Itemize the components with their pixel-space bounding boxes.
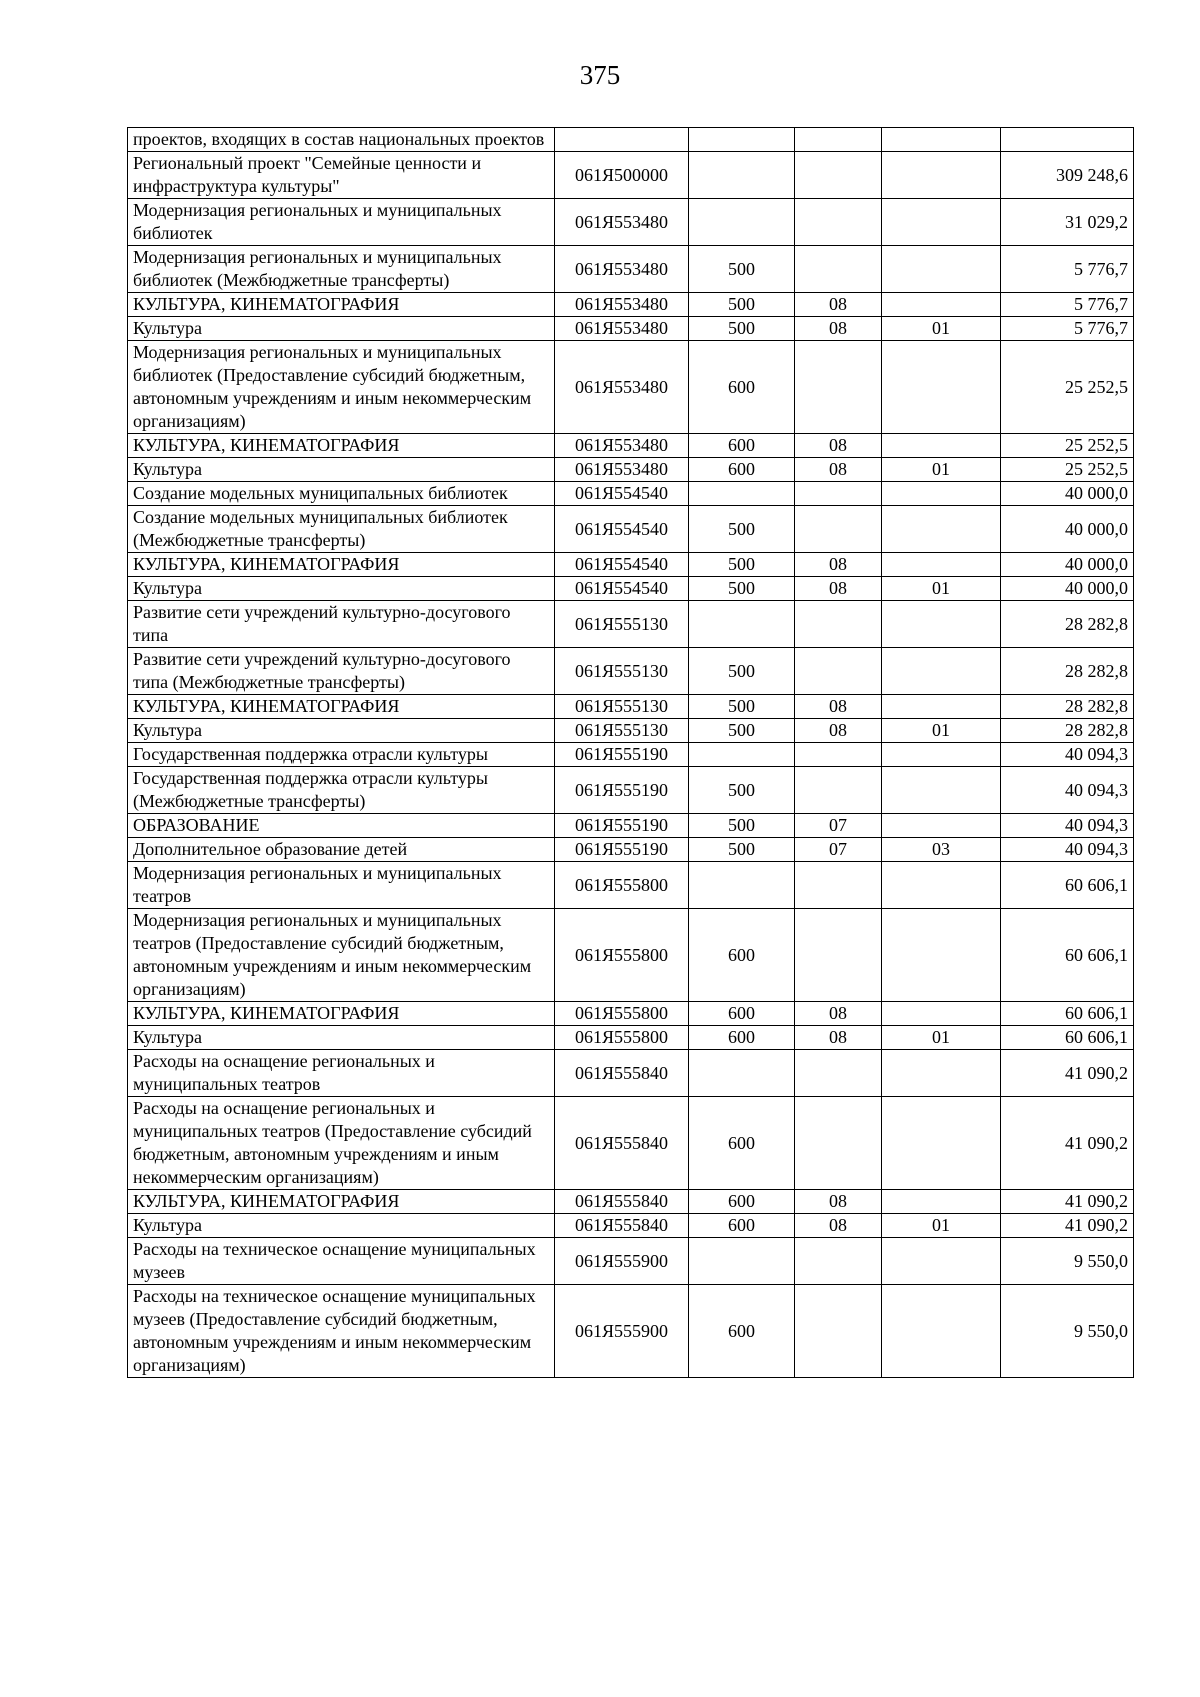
- expense-type-cell: [689, 862, 795, 909]
- section-cell: [795, 862, 882, 909]
- expense-type-cell: 600: [689, 909, 795, 1002]
- subsection-cell: [882, 767, 1001, 814]
- table-row: [128, 767, 1134, 814]
- target-code-cell: 061Я555190: [555, 814, 689, 838]
- table-row: [128, 199, 1134, 246]
- expense-type-cell: 500: [689, 246, 795, 293]
- row-name-cell: Расходы на оснащение региональных и муниципальных театров (Предоставление субсидий бюджетным, автономным учреждениям и иным некоммерческим организациям): [128, 1097, 555, 1190]
- table-row: [128, 317, 1134, 341]
- section-cell: [795, 648, 882, 695]
- amount-cell: [1001, 128, 1134, 152]
- row-name-cell: проектов, входящих в состав национальных проектов: [128, 128, 555, 152]
- table-row: [128, 862, 1134, 909]
- section-cell: [795, 767, 882, 814]
- table-row: [128, 838, 1134, 862]
- expense-type-cell: 500: [689, 814, 795, 838]
- subsection-cell: 03: [882, 838, 1001, 862]
- section-cell: 08: [795, 317, 882, 341]
- target-code-cell: 061Я553480: [555, 293, 689, 317]
- subsection-cell: [882, 862, 1001, 909]
- section-cell: [795, 909, 882, 1002]
- target-code-cell: 061Я555800: [555, 1002, 689, 1026]
- amount-cell: 41 090,2: [1001, 1097, 1134, 1190]
- row-name-cell: Культура: [128, 719, 555, 743]
- expense-type-cell: [689, 601, 795, 648]
- amount-cell: 60 606,1: [1001, 862, 1134, 909]
- target-code-cell: [555, 128, 689, 152]
- subsection-cell: 01: [882, 577, 1001, 601]
- target-code-cell: 061Я553480: [555, 246, 689, 293]
- row-name-cell: Создание модельных муниципальных библиотек (Межбюджетные трансферты): [128, 506, 555, 553]
- target-code-cell: 061Я553480: [555, 434, 689, 458]
- row-name-cell: Расходы на оснащение региональных и муниципальных театров: [128, 1050, 555, 1097]
- section-cell: 08: [795, 1190, 882, 1214]
- target-code-cell: 061Я555130: [555, 719, 689, 743]
- target-code-cell: 061Я555130: [555, 695, 689, 719]
- table-row: [128, 152, 1134, 199]
- table-row: [128, 553, 1134, 577]
- section-cell: 08: [795, 1002, 882, 1026]
- row-name-cell: Государственная поддержка отрасли культуры (Межбюджетные трансферты): [128, 767, 555, 814]
- target-code-cell: 061Я555840: [555, 1190, 689, 1214]
- amount-cell: 41 090,2: [1001, 1190, 1134, 1214]
- row-name-cell: КУЛЬТУРА, КИНЕМАТОГРАФИЯ: [128, 434, 555, 458]
- section-cell: 08: [795, 695, 882, 719]
- row-name-cell: Создание модельных муниципальных библиотек: [128, 482, 555, 506]
- row-name-cell: Дополнительное образование детей: [128, 838, 555, 862]
- subsection-cell: [882, 506, 1001, 553]
- section-cell: [795, 482, 882, 506]
- target-code-cell: 061Я555900: [555, 1285, 689, 1378]
- section-cell: [795, 199, 882, 246]
- expense-type-cell: 500: [689, 317, 795, 341]
- target-code-cell: 061Я555840: [555, 1214, 689, 1238]
- table-row: [128, 246, 1134, 293]
- subsection-cell: 01: [882, 1026, 1001, 1050]
- subsection-cell: [882, 199, 1001, 246]
- amount-cell: 25 252,5: [1001, 434, 1134, 458]
- table-row: [128, 341, 1134, 434]
- target-code-cell: 061Я555900: [555, 1238, 689, 1285]
- expense-type-cell: 500: [689, 293, 795, 317]
- expense-type-cell: 500: [689, 577, 795, 601]
- expense-type-cell: 600: [689, 434, 795, 458]
- expense-type-cell: 600: [689, 458, 795, 482]
- amount-cell: 40 094,3: [1001, 767, 1134, 814]
- target-code-cell: 061Я555190: [555, 838, 689, 862]
- section-cell: 08: [795, 577, 882, 601]
- table-row: [128, 506, 1134, 553]
- amount-cell: 9 550,0: [1001, 1238, 1134, 1285]
- subsection-cell: [882, 1002, 1001, 1026]
- section-cell: [795, 1097, 882, 1190]
- table-row: [128, 128, 1134, 152]
- target-code-cell: 061Я555840: [555, 1097, 689, 1190]
- table-row: [128, 743, 1134, 767]
- amount-cell: 5 776,7: [1001, 293, 1134, 317]
- amount-cell: 60 606,1: [1001, 1026, 1134, 1050]
- table-row: [128, 909, 1134, 1002]
- expense-type-cell: 600: [689, 1026, 795, 1050]
- amount-cell: 41 090,2: [1001, 1050, 1134, 1097]
- subsection-cell: [882, 909, 1001, 1002]
- row-name-cell: Культура: [128, 317, 555, 341]
- table-row: [128, 695, 1134, 719]
- row-name-cell: КУЛЬТУРА, КИНЕМАТОГРАФИЯ: [128, 1190, 555, 1214]
- section-cell: [795, 1285, 882, 1378]
- section-cell: 08: [795, 719, 882, 743]
- section-cell: [795, 1050, 882, 1097]
- section-cell: [795, 341, 882, 434]
- amount-cell: 309 248,6: [1001, 152, 1134, 199]
- amount-cell: 41 090,2: [1001, 1214, 1134, 1238]
- row-name-cell: Культура: [128, 1214, 555, 1238]
- table-row: [128, 1002, 1134, 1026]
- target-code-cell: 061Я555190: [555, 767, 689, 814]
- section-cell: [795, 152, 882, 199]
- section-cell: [795, 1238, 882, 1285]
- section-cell: 08: [795, 293, 882, 317]
- subsection-cell: [882, 1285, 1001, 1378]
- amount-cell: 40 000,0: [1001, 553, 1134, 577]
- target-code-cell: 061Я555800: [555, 1026, 689, 1050]
- budget-table: [127, 127, 1134, 1378]
- subsection-cell: [882, 293, 1001, 317]
- expense-type-cell: 500: [689, 553, 795, 577]
- table-row: [128, 1238, 1134, 1285]
- expense-type-cell: 500: [689, 506, 795, 553]
- subsection-cell: 01: [882, 719, 1001, 743]
- subsection-cell: [882, 128, 1001, 152]
- subsection-cell: [882, 152, 1001, 199]
- target-code-cell: 061Я555130: [555, 601, 689, 648]
- row-name-cell: Государственная поддержка отрасли культуры: [128, 743, 555, 767]
- target-code-cell: 061Я555800: [555, 909, 689, 1002]
- amount-cell: 40 094,3: [1001, 838, 1134, 862]
- amount-cell: 28 282,8: [1001, 601, 1134, 648]
- table-row: [128, 814, 1134, 838]
- row-name-cell: КУЛЬТУРА, КИНЕМАТОГРАФИЯ: [128, 553, 555, 577]
- row-name-cell: Расходы на техническое оснащение муниципальных музеев: [128, 1238, 555, 1285]
- table-row: [128, 1285, 1134, 1378]
- table-row: [128, 1097, 1134, 1190]
- section-cell: [795, 743, 882, 767]
- subsection-cell: [882, 695, 1001, 719]
- subsection-cell: [882, 434, 1001, 458]
- expense-type-cell: [689, 1238, 795, 1285]
- expense-type-cell: 600: [689, 1002, 795, 1026]
- table-row: [128, 1026, 1134, 1050]
- row-name-cell: Развитие сети учреждений культурно-досугового типа: [128, 601, 555, 648]
- budget-table-body: [128, 128, 1134, 1378]
- amount-cell: 9 550,0: [1001, 1285, 1134, 1378]
- target-code-cell: 061Я553480: [555, 317, 689, 341]
- row-name-cell: Модернизация региональных и муниципальных библиотек (Межбюджетные трансферты): [128, 246, 555, 293]
- target-code-cell: 061Я554540: [555, 577, 689, 601]
- section-cell: 07: [795, 814, 882, 838]
- table-row: [128, 1214, 1134, 1238]
- table-row: [128, 577, 1134, 601]
- table-row: [128, 458, 1134, 482]
- row-name-cell: Региональный проект "Семейные ценности и инфраструктура культуры": [128, 152, 555, 199]
- amount-cell: 60 606,1: [1001, 909, 1134, 1002]
- expense-type-cell: [689, 1050, 795, 1097]
- expense-type-cell: 600: [689, 341, 795, 434]
- subsection-cell: [882, 246, 1001, 293]
- row-name-cell: Культура: [128, 458, 555, 482]
- table-row: [128, 648, 1134, 695]
- amount-cell: 40 000,0: [1001, 577, 1134, 601]
- target-code-cell: 061Я554540: [555, 553, 689, 577]
- expense-type-cell: [689, 199, 795, 246]
- amount-cell: 28 282,8: [1001, 719, 1134, 743]
- row-name-cell: Модернизация региональных и муниципальных театров: [128, 862, 555, 909]
- expense-type-cell: [689, 128, 795, 152]
- subsection-cell: [882, 553, 1001, 577]
- row-name-cell: Культура: [128, 577, 555, 601]
- page-number: 375: [579, 60, 621, 90]
- section-cell: [795, 506, 882, 553]
- subsection-cell: [882, 648, 1001, 695]
- target-code-cell: 061Я553480: [555, 341, 689, 434]
- expense-type-cell: 500: [689, 695, 795, 719]
- row-name-cell: Модернизация региональных и муниципальных библиотек (Предоставление субсидий бюджетным, автономным учреждениям и иным некоммерческим организациям): [128, 341, 555, 434]
- table-row: [128, 293, 1134, 317]
- table-row: [128, 719, 1134, 743]
- subsection-cell: [882, 1238, 1001, 1285]
- row-name-cell: ОБРАЗОВАНИЕ: [128, 814, 555, 838]
- target-code-cell: 061Я554540: [555, 506, 689, 553]
- target-code-cell: 061Я555130: [555, 648, 689, 695]
- amount-cell: 25 252,5: [1001, 341, 1134, 434]
- expense-type-cell: 500: [689, 648, 795, 695]
- subsection-cell: 01: [882, 317, 1001, 341]
- expense-type-cell: 600: [689, 1214, 795, 1238]
- section-cell: 08: [795, 434, 882, 458]
- row-name-cell: Модернизация региональных и муниципальных библиотек: [128, 199, 555, 246]
- section-cell: [795, 246, 882, 293]
- expense-type-cell: [689, 482, 795, 506]
- section-cell: 08: [795, 1214, 882, 1238]
- row-name-cell: КУЛЬТУРА, КИНЕМАТОГРАФИЯ: [128, 293, 555, 317]
- subsection-cell: [882, 341, 1001, 434]
- expense-type-cell: [689, 152, 795, 199]
- section-cell: 08: [795, 1026, 882, 1050]
- table-row: [128, 434, 1134, 458]
- subsection-cell: [882, 1050, 1001, 1097]
- target-code-cell: 061Я500000: [555, 152, 689, 199]
- section-cell: [795, 601, 882, 648]
- expense-type-cell: 600: [689, 1190, 795, 1214]
- subsection-cell: 01: [882, 458, 1001, 482]
- target-code-cell: 061Я553480: [555, 199, 689, 246]
- target-code-cell: 061Я554540: [555, 482, 689, 506]
- row-name-cell: Модернизация региональных и муниципальных театров (Предоставление субсидий бюджетным, автономным учреждениям и иным некоммерческим организациям): [128, 909, 555, 1002]
- table-row: [128, 601, 1134, 648]
- expense-type-cell: 500: [689, 719, 795, 743]
- row-name-cell: КУЛЬТУРА, КИНЕМАТОГРАФИЯ: [128, 1002, 555, 1026]
- amount-cell: 28 282,8: [1001, 648, 1134, 695]
- amount-cell: 28 282,8: [1001, 695, 1134, 719]
- section-cell: 08: [795, 553, 882, 577]
- target-code-cell: 061Я555190: [555, 743, 689, 767]
- amount-cell: 25 252,5: [1001, 458, 1134, 482]
- amount-cell: 40 094,3: [1001, 743, 1134, 767]
- table-row: [128, 1050, 1134, 1097]
- expense-type-cell: 500: [689, 838, 795, 862]
- table-row: [128, 1190, 1134, 1214]
- expense-type-cell: 600: [689, 1097, 795, 1190]
- amount-cell: 40 000,0: [1001, 482, 1134, 506]
- section-cell: 07: [795, 838, 882, 862]
- amount-cell: 31 029,2: [1001, 199, 1134, 246]
- subsection-cell: [882, 1097, 1001, 1190]
- amount-cell: 40 094,3: [1001, 814, 1134, 838]
- amount-cell: 5 776,7: [1001, 317, 1134, 341]
- subsection-cell: 01: [882, 1214, 1001, 1238]
- section-cell: [795, 128, 882, 152]
- row-name-cell: КУЛЬТУРА, КИНЕМАТОГРАФИЯ: [128, 695, 555, 719]
- subsection-cell: [882, 482, 1001, 506]
- amount-cell: 5 776,7: [1001, 246, 1134, 293]
- section-cell: 08: [795, 458, 882, 482]
- table-row: [128, 482, 1134, 506]
- row-name-cell: Расходы на техническое оснащение муниципальных музеев (Предоставление субсидий бюджетным, автономным учреждениям и иным некоммерческим организациям): [128, 1285, 555, 1378]
- subsection-cell: [882, 814, 1001, 838]
- target-code-cell: 061Я555840: [555, 1050, 689, 1097]
- expense-type-cell: 600: [689, 1285, 795, 1378]
- subsection-cell: [882, 743, 1001, 767]
- subsection-cell: [882, 1190, 1001, 1214]
- amount-cell: 60 606,1: [1001, 1002, 1134, 1026]
- target-code-cell: 061Я553480: [555, 458, 689, 482]
- amount-cell: 40 000,0: [1001, 506, 1134, 553]
- row-name-cell: Культура: [128, 1026, 555, 1050]
- expense-type-cell: 500: [689, 767, 795, 814]
- subsection-cell: [882, 601, 1001, 648]
- expense-type-cell: [689, 743, 795, 767]
- row-name-cell: Развитие сети учреждений культурно-досугового типа (Межбюджетные трансферты): [128, 648, 555, 695]
- target-code-cell: 061Я555800: [555, 862, 689, 909]
